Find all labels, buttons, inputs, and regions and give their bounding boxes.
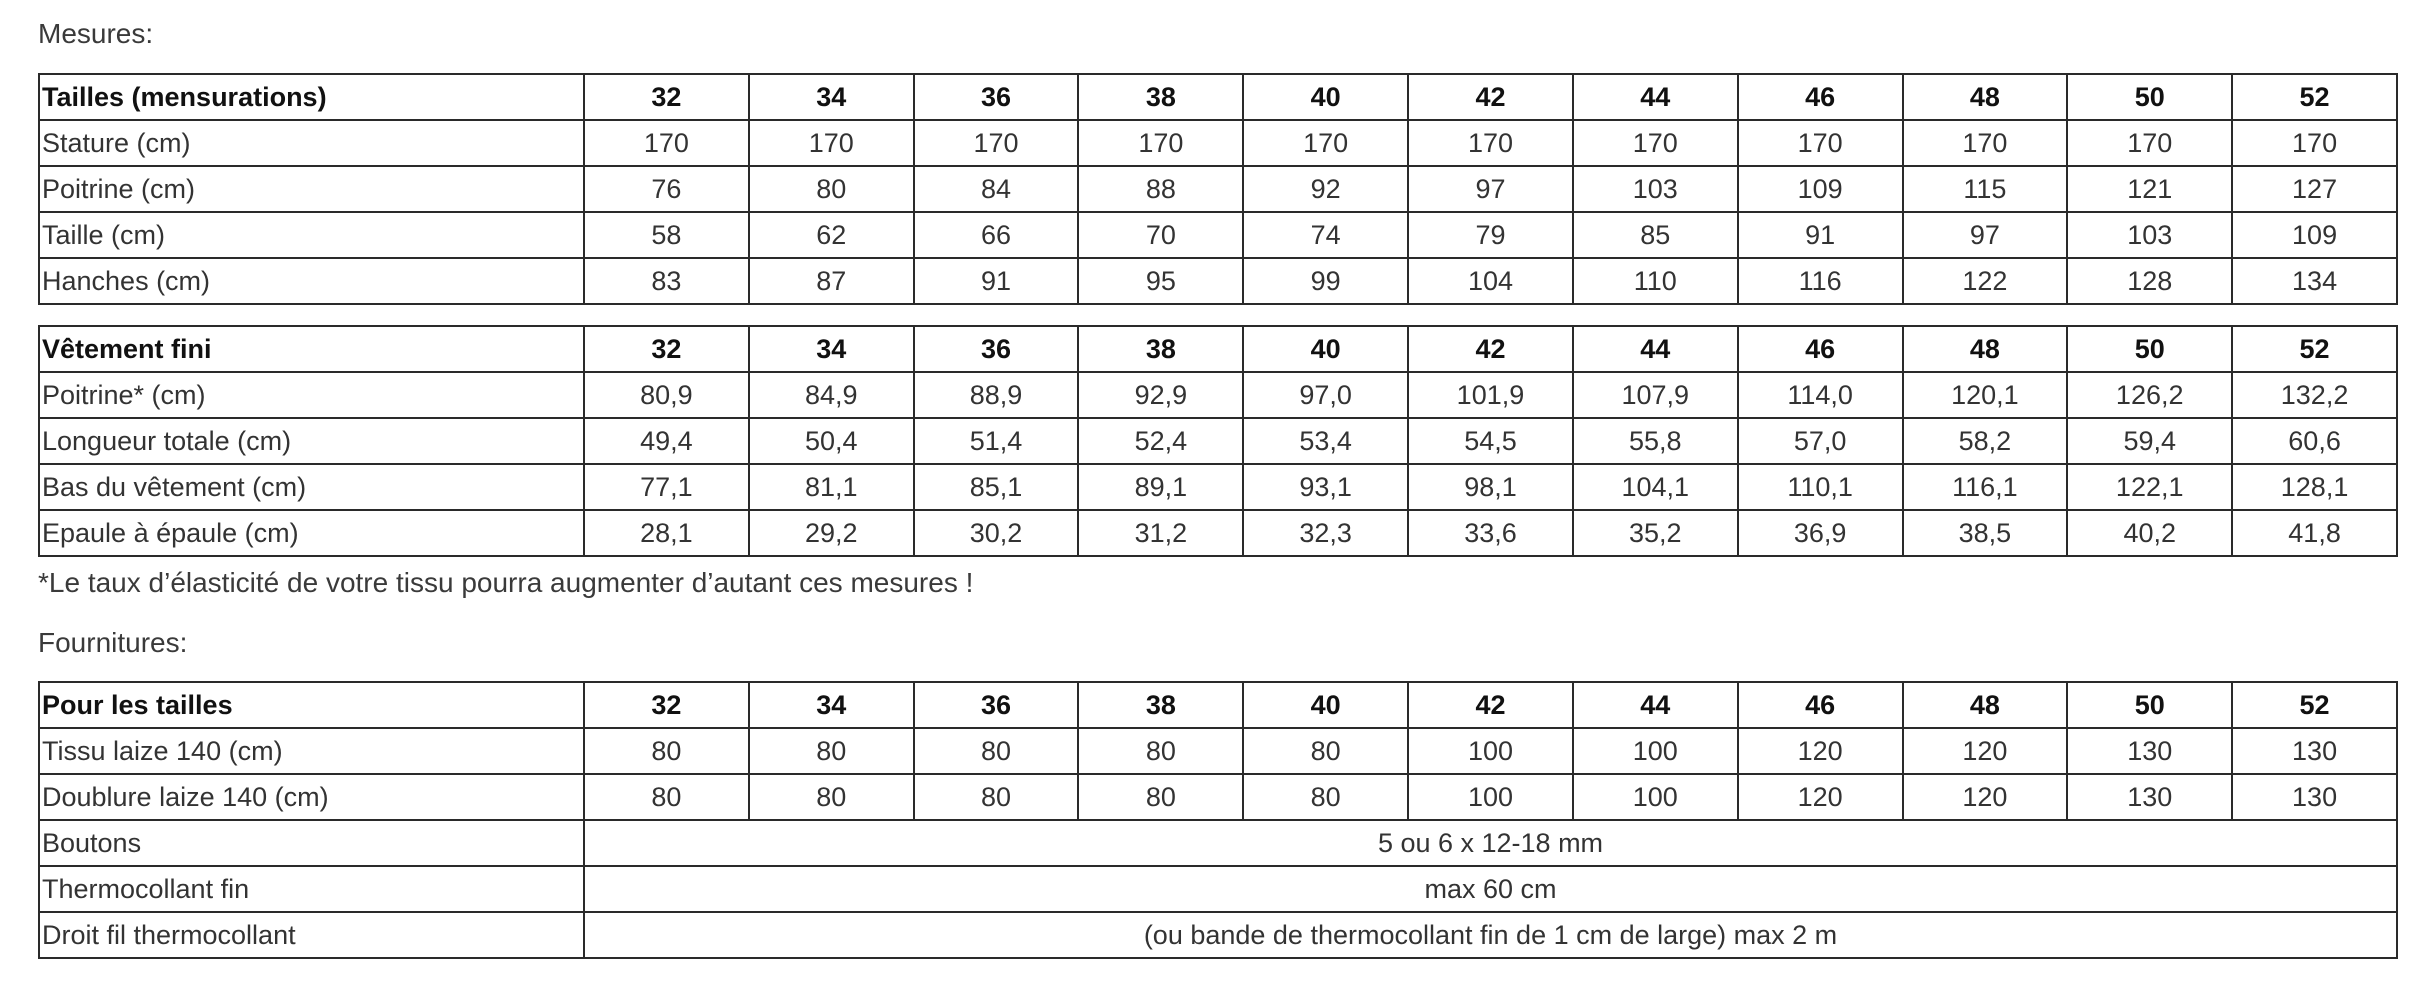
table-row [39, 372, 2397, 418]
table-row [39, 464, 2397, 510]
table-cell: 170 [1738, 120, 1903, 166]
table-cell: 170 [2232, 120, 2397, 166]
table-cell: 80 [1243, 774, 1408, 820]
table-cell: 91 [1738, 212, 1903, 258]
table-cell: 52,4 [1078, 418, 1243, 464]
fournitures-title: Fournitures: [38, 627, 188, 658]
size-header: 34 [749, 682, 914, 728]
size-header: 40 [1243, 326, 1408, 372]
size-header: 32 [584, 682, 749, 728]
table-cell: 109 [1738, 166, 1903, 212]
size-header: 34 [749, 326, 914, 372]
table-cell: 80 [584, 728, 749, 774]
table-cell: 92 [1243, 166, 1408, 212]
table-cell: 31,2 [1078, 510, 1243, 556]
table-cell: 85,1 [914, 464, 1079, 510]
footnote: *Le taux d’élasticité de votre tissu pourra augmenter d’autant ces mesures ! [38, 567, 974, 598]
size-header: 48 [1903, 74, 2068, 120]
table-cell: 132,2 [2232, 372, 2397, 418]
table-cell: 35,2 [1573, 510, 1738, 556]
table-cell: 128 [2067, 258, 2232, 304]
size-header: 38 [1078, 682, 1243, 728]
table-cell: 40,2 [2067, 510, 2232, 556]
size-header: 44 [1573, 74, 1738, 120]
table-cell: 30,2 [914, 510, 1079, 556]
table-cell: 114,0 [1738, 372, 1903, 418]
table-cell: 70 [1078, 212, 1243, 258]
table-row [39, 212, 2397, 258]
table-cell: 120,1 [1903, 372, 2068, 418]
table-cell: 74 [1243, 212, 1408, 258]
table-cell: 62 [749, 212, 914, 258]
table-cell: 120 [1903, 774, 2068, 820]
table-cell: 126,2 [2067, 372, 2232, 418]
size-header: 38 [1078, 326, 1243, 372]
table-row [39, 912, 2397, 958]
table-cell: 55,8 [1573, 418, 1738, 464]
table-cell: 80 [749, 774, 914, 820]
table-cell: 170 [1078, 120, 1243, 166]
table-cell: 79 [1408, 212, 1573, 258]
size-header: 46 [1738, 682, 1903, 728]
size-header: 42 [1408, 74, 1573, 120]
size-header: 36 [914, 326, 1079, 372]
table-cell: 97 [1408, 166, 1573, 212]
table-cell: 95 [1078, 258, 1243, 304]
table-cell: 54,5 [1408, 418, 1573, 464]
table-cell: 59,4 [2067, 418, 2232, 464]
table-cell: 130 [2232, 728, 2397, 774]
size-header: 32 [584, 326, 749, 372]
table-row [39, 728, 2397, 774]
table-cell: 120 [1903, 728, 2068, 774]
table-cell: 110,1 [1738, 464, 1903, 510]
table-cell: 58 [584, 212, 749, 258]
table-cell: 41,8 [2232, 510, 2397, 556]
table-cell: 116,1 [1903, 464, 2068, 510]
table-cell: 80,9 [584, 372, 749, 418]
row-label: Poitrine* (cm) [39, 372, 584, 418]
table-cell: 60,6 [2232, 418, 2397, 464]
table-row [39, 510, 2397, 556]
table-cell: 170 [1408, 120, 1573, 166]
table-header-row [39, 326, 2397, 372]
table-cell: 80 [749, 166, 914, 212]
row-label: Tissu laize 140 (cm) [39, 728, 584, 774]
row-label: Doublure laize 140 (cm) [39, 774, 584, 820]
table-row [39, 820, 2397, 866]
vetement-fini-table [38, 325, 2398, 557]
table-cell: 107,9 [1573, 372, 1738, 418]
table-cell: 83 [584, 258, 749, 304]
table-cell: 97 [1903, 212, 2068, 258]
table-cell: 100 [1408, 728, 1573, 774]
table-cell: 100 [1408, 774, 1573, 820]
table-cell: 103 [2067, 212, 2232, 258]
table-cell: 85 [1573, 212, 1738, 258]
table-cell: 87 [749, 258, 914, 304]
table-cell: 99 [1243, 258, 1408, 304]
table-cell: 81,1 [749, 464, 914, 510]
table-cell: 38,5 [1903, 510, 2068, 556]
size-header: 42 [1408, 682, 1573, 728]
table-cell: 76 [584, 166, 749, 212]
table-cell: 32,3 [1243, 510, 1408, 556]
table-cell: 51,4 [914, 418, 1079, 464]
size-header: 42 [1408, 326, 1573, 372]
table-cell: 170 [749, 120, 914, 166]
size-header: 44 [1573, 682, 1738, 728]
table-cell: 109 [2232, 212, 2397, 258]
table-cell: 77,1 [584, 464, 749, 510]
table-cell: 49,4 [584, 418, 749, 464]
row-label: Longueur totale (cm) [39, 418, 584, 464]
size-header: 32 [584, 74, 749, 120]
row-label: Epaule à épaule (cm) [39, 510, 584, 556]
table-header-row [39, 74, 2397, 120]
row-label: Stature (cm) [39, 120, 584, 166]
table-header-row [39, 682, 2397, 728]
table-cell: 84 [914, 166, 1079, 212]
table-row [39, 258, 2397, 304]
table-cell: 103 [1573, 166, 1738, 212]
table-row [39, 120, 2397, 166]
header-label: Vêtement fini [39, 326, 584, 372]
size-header: 50 [2067, 682, 2232, 728]
table-cell: 98,1 [1408, 464, 1573, 510]
table-cell: 80 [1078, 774, 1243, 820]
size-header: 38 [1078, 74, 1243, 120]
table-cell: 80 [1078, 728, 1243, 774]
table-cell: 122 [1903, 258, 2068, 304]
table-cell: 80 [749, 728, 914, 774]
size-header: 40 [1243, 682, 1408, 728]
header-label: Pour les tailles [39, 682, 584, 728]
table-cell: 170 [1903, 120, 2068, 166]
table-cell: 89,1 [1078, 464, 1243, 510]
table-cell: 128,1 [2232, 464, 2397, 510]
row-label: Hanches (cm) [39, 258, 584, 304]
size-header: 46 [1738, 74, 1903, 120]
table-cell: 33,6 [1408, 510, 1573, 556]
header-label: Tailles (mensurations) [39, 74, 584, 120]
row-label: Poitrine (cm) [39, 166, 584, 212]
table-cell: 93,1 [1243, 464, 1408, 510]
table-cell: 170 [584, 120, 749, 166]
size-header: 48 [1903, 682, 2068, 728]
table-cell: 92,9 [1078, 372, 1243, 418]
table-cell: 36,9 [1738, 510, 1903, 556]
table-cell: 91 [914, 258, 1079, 304]
table-row [39, 774, 2397, 820]
size-header: 34 [749, 74, 914, 120]
table-cell: 120 [1738, 774, 1903, 820]
table-cell: 170 [1573, 120, 1738, 166]
row-label: Boutons [39, 820, 584, 866]
table-row [39, 866, 2397, 912]
table-cell: 80 [1243, 728, 1408, 774]
table-cell: 104,1 [1573, 464, 1738, 510]
table-cell: 130 [2067, 728, 2232, 774]
size-header: 44 [1573, 326, 1738, 372]
table-row [39, 418, 2397, 464]
table-cell: 58,2 [1903, 418, 2068, 464]
row-label: Droit fil thermocollant [39, 912, 584, 958]
size-header: 50 [2067, 74, 2232, 120]
spanning-cell: 5 ou 6 x 12-18 mm [584, 820, 2397, 866]
table-cell: 80 [914, 774, 1079, 820]
table-cell: 100 [1573, 774, 1738, 820]
size-header: 50 [2067, 326, 2232, 372]
size-header: 52 [2232, 682, 2397, 728]
table-cell: 84,9 [749, 372, 914, 418]
table-cell: 116 [1738, 258, 1903, 304]
table-row [39, 166, 2397, 212]
table-cell: 100 [1573, 728, 1738, 774]
size-header: 52 [2232, 74, 2397, 120]
table-cell: 28,1 [584, 510, 749, 556]
table-cell: 104 [1408, 258, 1573, 304]
row-label: Thermocollant fin [39, 866, 584, 912]
table-cell: 127 [2232, 166, 2397, 212]
table-cell: 130 [2232, 774, 2397, 820]
size-header: 52 [2232, 326, 2397, 372]
fournitures-table [38, 681, 2398, 959]
spanning-cell: max 60 cm [584, 866, 2397, 912]
table-cell: 97,0 [1243, 372, 1408, 418]
table-cell: 110 [1573, 258, 1738, 304]
spanning-cell: (ou bande de thermocollant fin de 1 cm de large) max 2 m [584, 912, 2397, 958]
table-cell: 120 [1738, 728, 1903, 774]
table-cell: 130 [2067, 774, 2232, 820]
table-cell: 101,9 [1408, 372, 1573, 418]
table-cell: 80 [914, 728, 1079, 774]
table-cell: 121 [2067, 166, 2232, 212]
table-cell: 88 [1078, 166, 1243, 212]
table-cell: 115 [1903, 166, 2068, 212]
table-cell: 170 [2067, 120, 2232, 166]
table-cell: 50,4 [749, 418, 914, 464]
mesures-table [38, 73, 2398, 305]
table-cell: 88,9 [914, 372, 1079, 418]
table-cell: 29,2 [749, 510, 914, 556]
table-cell: 134 [2232, 258, 2397, 304]
size-header: 48 [1903, 326, 2068, 372]
table-cell: 53,4 [1243, 418, 1408, 464]
row-label: Bas du vêtement (cm) [39, 464, 584, 510]
size-header: 40 [1243, 74, 1408, 120]
table-cell: 122,1 [2067, 464, 2232, 510]
table-cell: 66 [914, 212, 1079, 258]
row-label: Taille (cm) [39, 212, 584, 258]
size-header: 36 [914, 682, 1079, 728]
table-cell: 80 [584, 774, 749, 820]
size-header: 46 [1738, 326, 1903, 372]
size-header: 36 [914, 74, 1079, 120]
table-cell: 170 [1243, 120, 1408, 166]
table-cell: 170 [914, 120, 1079, 166]
table-cell: 57,0 [1738, 418, 1903, 464]
mesures-title: Mesures: [38, 18, 154, 49]
